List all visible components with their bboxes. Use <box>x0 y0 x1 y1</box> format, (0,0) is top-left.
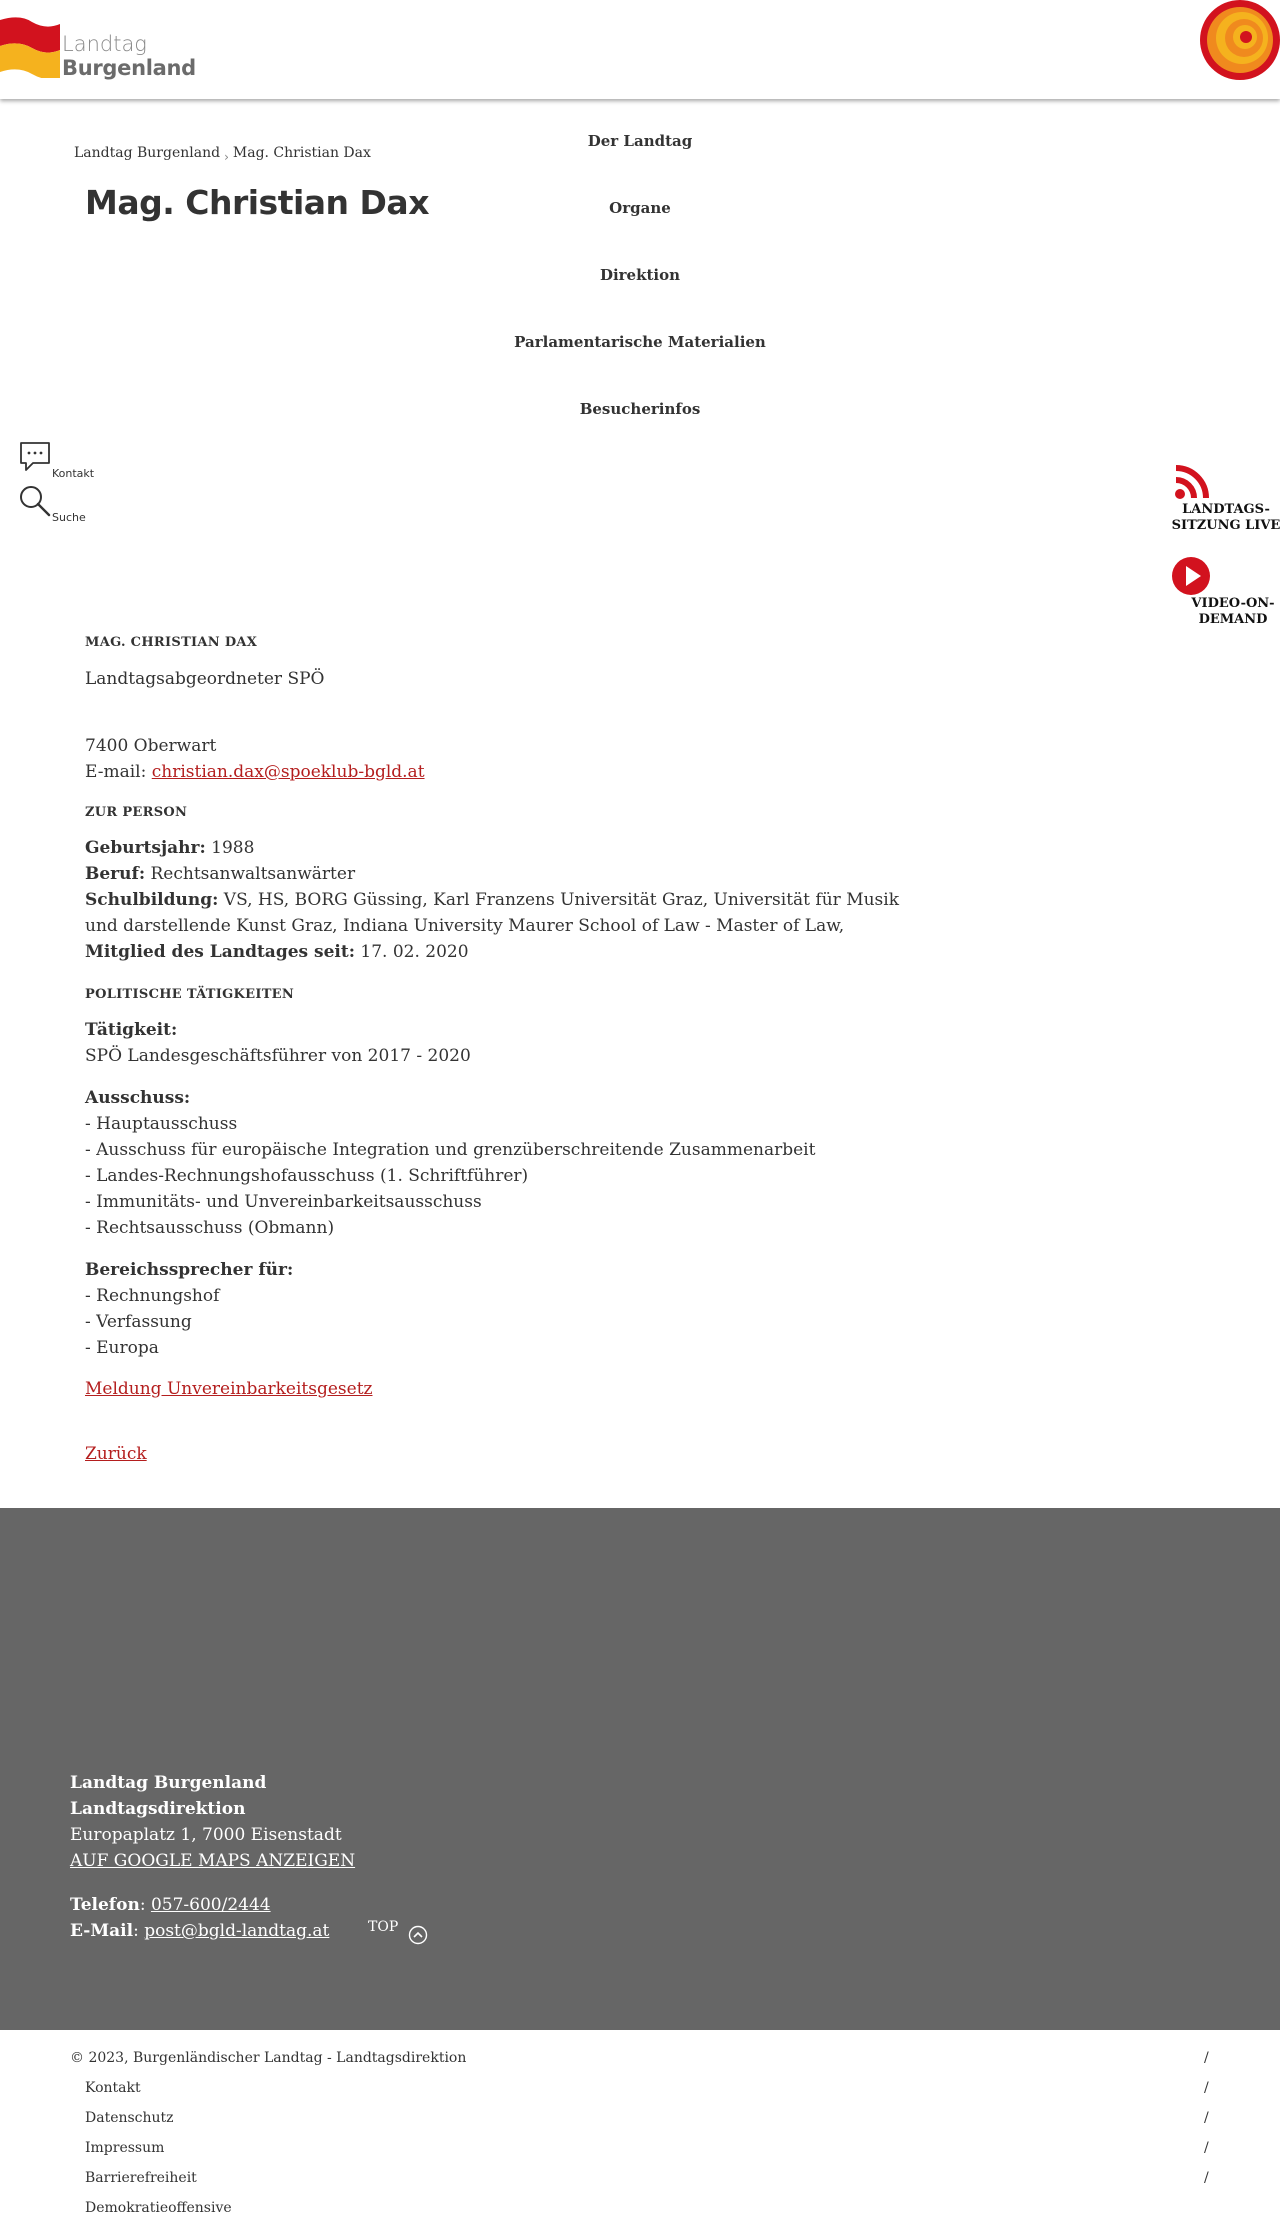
breadcrumb-chevron-icon: › <box>224 150 229 164</box>
copyright: © 2023, Burgenländischer Landtag - Landtagsdirektion <box>70 2050 467 2066</box>
nav-item-direktion[interactable]: Direktion <box>599 266 681 284</box>
breadcrumb-home-link[interactable]: Landtag Burgenland <box>74 145 221 161</box>
footer-link-barrierefreiheit[interactable]: Barrierefreiheit <box>85 2170 197 2186</box>
mitglied-label: Mitglied des Landtages seit: <box>85 942 355 962</box>
nav-item-der-landtag[interactable]: Der Landtag <box>587 132 693 150</box>
beruf-row <box>85 861 355 887</box>
taetigkeit-label: Tätigkeit: <box>85 1020 178 1040</box>
footer-org-name: Landtag Burgenland <box>70 1773 267 1793</box>
rss-feed-icon <box>1172 462 1212 502</box>
breadcrumb-current: Mag. Christian Dax <box>232 145 371 161</box>
ausschuss-item: - Immunitäts- und Unvereinbarkeitsausschuss <box>85 1192 482 1212</box>
footer-email-link[interactable]: post@bgld-landtag.at <box>144 1921 330 1941</box>
top-label: TOP <box>368 1919 399 1935</box>
ausschuss-item: - Landes-Rechnungshofausschuss (1. Schriftführer) <box>85 1166 529 1186</box>
logo-text-burgenland: Burgenland <box>62 56 196 80</box>
ausschuss-item: - Hauptausschuss <box>85 1114 238 1134</box>
bereich-item: - Europa <box>85 1338 159 1358</box>
nav-item-besucherinfos[interactable]: Besucherinfos <box>579 400 701 418</box>
geburtsjahr-label: Geburtsjahr: <box>85 838 206 858</box>
back-to-top-button[interactable] <box>368 1919 398 1935</box>
flag-icon <box>0 16 60 78</box>
live-label-line2: SITZUNG LIVE <box>1171 518 1280 533</box>
video-on-demand-link[interactable] <box>1168 556 1280 628</box>
profile-email-link[interactable]: christian.dax@spoeklub-bgld.at <box>151 762 425 782</box>
suche-label: Suche <box>52 511 86 524</box>
footer-address-block <box>70 1770 355 1874</box>
geburtsjahr-value: 1988 <box>211 838 255 858</box>
mitglied-row <box>85 939 469 965</box>
search-icon <box>18 484 52 518</box>
email-label: E-mail: <box>85 762 147 782</box>
taetigkeit-value: SPÖ Landesgeschäftsführer von 2017 - 2020 <box>85 1046 471 1066</box>
suche-button[interactable] <box>18 484 98 524</box>
chat-bubble-icon <box>18 440 52 474</box>
play-circle-icon <box>1171 556 1211 596</box>
meldung-unvereinbarkeitsgesetz-link[interactable]: Meldung Unvereinbarkeitsgesetz <box>85 1379 373 1399</box>
site-header <box>0 0 1280 99</box>
footer-link-impressum[interactable]: Impressum <box>85 2140 165 2156</box>
bereich-item: - Rechnungshof <box>85 1286 220 1306</box>
politische-taetigkeiten-heading: POLITISCHE TÄTIGKEITEN <box>85 987 295 1002</box>
live-label-line1: LANDTAGS- <box>1182 502 1270 517</box>
page-title: Mag. Christian Dax <box>85 183 429 222</box>
ausschuss-item: - Ausschuss für europäische Integration und grenzüberschreitende Zusammenarbeit <box>85 1140 816 1160</box>
main-navigation <box>440 125 840 460</box>
breadcrumb <box>74 145 371 164</box>
schulbildung-label: Schulbildung: <box>85 890 219 910</box>
nav-item-organe[interactable]: Organe <box>609 199 671 217</box>
schulbildung-row <box>85 887 899 913</box>
bereichssprecher-label: Bereichssprecher für: <box>85 1260 294 1280</box>
burgenland-emblem-icon <box>1198 0 1280 82</box>
profile-role: Landtagsabgeordneter SPÖ <box>85 669 325 689</box>
chevron-up-circle-icon <box>408 1925 428 1945</box>
vod-label-line1: VIDEO-ON- <box>1191 596 1275 611</box>
google-maps-link[interactable]: AUF GOOGLE MAPS ANZEIGEN <box>70 1851 356 1871</box>
bereich-item: - Verfassung <box>85 1312 192 1332</box>
separator: / <box>1204 2080 1209 2096</box>
geburtsjahr-row <box>85 835 254 861</box>
ausschuss-item: - Rechtsausschuss (Obmann) <box>85 1218 335 1238</box>
landtag-logo[interactable] <box>0 16 196 86</box>
landtagssitzung-live-link[interactable] <box>1168 462 1280 534</box>
zur-person-heading: ZUR PERSON <box>85 805 188 820</box>
kontakt-label: Kontakt <box>52 467 95 480</box>
beruf-label: Beruf: <box>85 864 146 884</box>
schulbildung-value-2: und darstellende Kunst Graz, Indiana University Maurer School of Law - Master of Law, <box>85 916 845 936</box>
mitglied-value: 17. 02. 2020 <box>360 942 469 962</box>
footer-contact-block: Telefon: 057-600/2444 E-Mail: post@bgld-landtag.at <box>70 1895 330 1941</box>
phone-label: Telefon <box>70 1895 140 1915</box>
footer-link-kontakt[interactable]: Kontakt <box>85 2080 141 2096</box>
beruf-value: Rechtsanwaltsanwärter <box>150 864 356 884</box>
footer-address: Europaplatz 1, 7000 Eisenstadt <box>70 1825 342 1845</box>
footer-link-datenschutz[interactable]: Datenschutz <box>85 2110 174 2126</box>
footer-email-label: E-Mail <box>70 1921 134 1941</box>
footer-link-demokratieoffensive[interactable]: Demokratieoffensive <box>85 2200 232 2216</box>
separator: / <box>1204 2050 1209 2066</box>
schulbildung-value-1: VS, HS, BORG Güssing, Karl Franzens Universität Graz, Universität für Musik <box>223 890 900 910</box>
profile-name-heading: MAG. CHRISTIAN DAX <box>85 635 258 650</box>
zurueck-link[interactable]: Zurück <box>85 1444 147 1464</box>
ausschuss-label: Ausschuss: <box>85 1088 191 1108</box>
site-footer <box>0 1508 1280 2030</box>
separator: / <box>1204 2140 1209 2156</box>
nav-item-parlamentarische-materialien[interactable]: Parlamentarische Materialien <box>514 333 766 351</box>
logo-text-landtag: Landtag <box>62 32 147 56</box>
profile-address: 7400 Oberwart <box>85 736 217 756</box>
phone-link[interactable]: 057-600/2444 <box>150 1895 271 1915</box>
footer-org-sub: Landtagsdirektion <box>70 1799 246 1819</box>
separator: / <box>1204 2110 1209 2126</box>
kontakt-button[interactable] <box>18 440 98 480</box>
separator: / <box>1204 2170 1209 2186</box>
profile-email-row <box>85 759 425 785</box>
vod-label-line2: DEMAND <box>1198 612 1268 627</box>
